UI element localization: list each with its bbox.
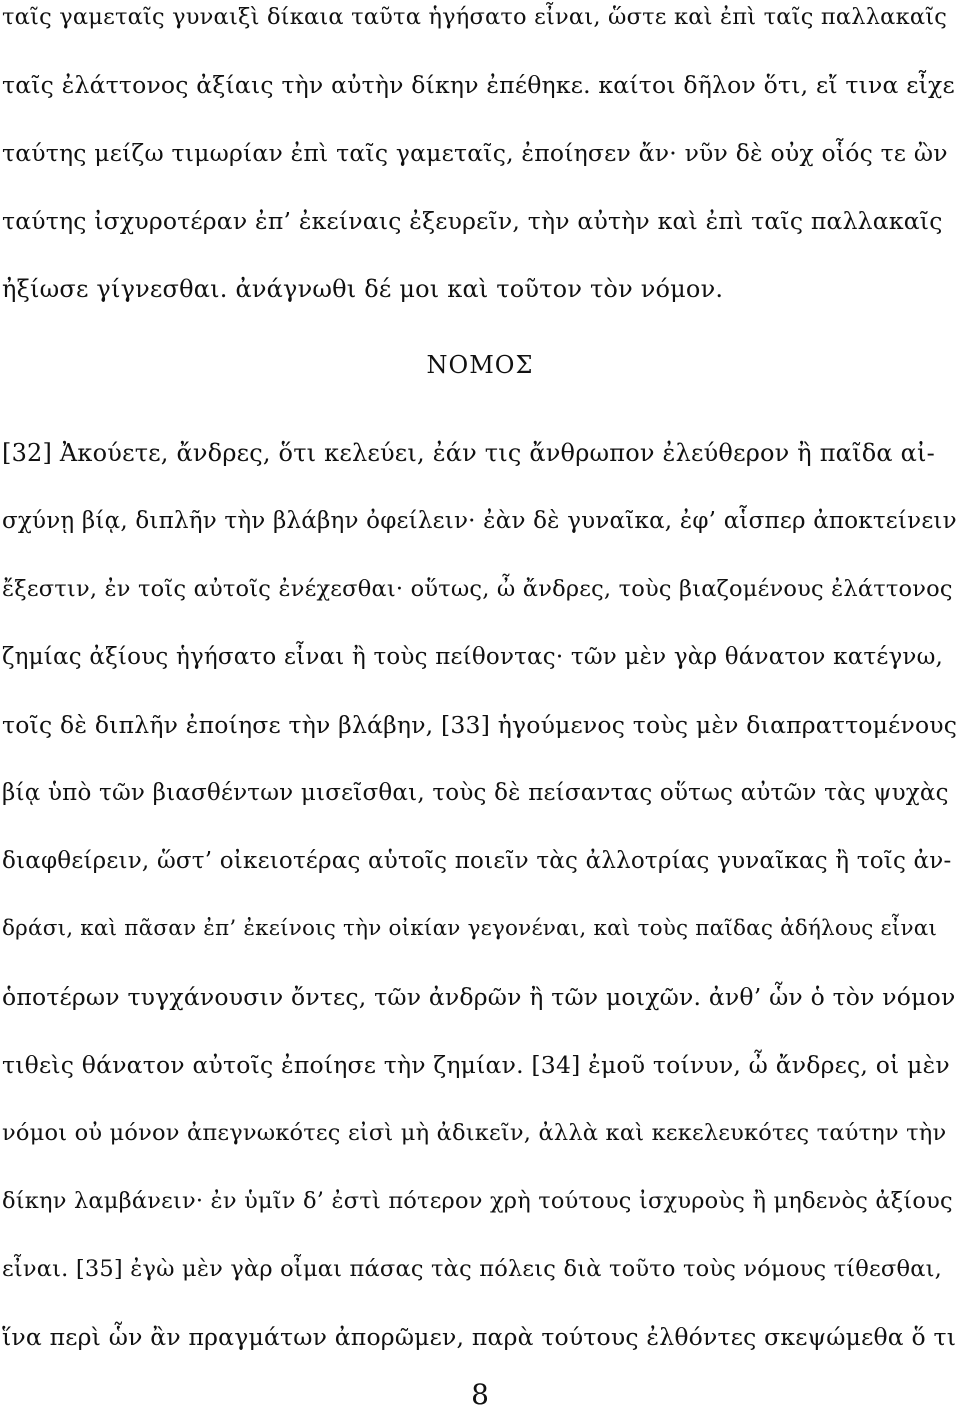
- text-line: τοῖς δὲ διπλῆν ἐποίησε τὴν βλάβην, [33] ἡγούμενος τοὺς μὲν διαπραττομένους: [2, 711, 958, 739]
- section-heading: ΝΟΜΟΣ: [426, 351, 534, 379]
- text-line: ταύτης ἰσχυροτέραν ἐπ’ ἐκείναις ἐξευρεῖν, τὴν αὐτὴν καὶ ἐπὶ ταῖς παλλακαῖς: [2, 207, 943, 235]
- text-line: νόμοι οὐ μόνον ἀπεγνωκότες εἰσὶ μὴ ἀδικεῖν, ἀλλὰ καὶ κεκελευκότες ταύτην τὴν: [2, 1120, 947, 1146]
- text-line: [32] Ἀκούετε, ἄνδρες, ὅτι κελεύει, ἐάν τις ἄνθρωπον ἐλεύθερον ἢ παῖδα αἰ-: [2, 439, 935, 467]
- text-line: ἔξεστιν, ἐν τοῖς αὐτοῖς ἐνέχεσθαι· οὕτως, ὦ ἄνδρες, τοὺς βιαζομένους ἐλάττονος: [2, 576, 953, 602]
- text-line: ὁποτέρων τυγχάνουσιν ὄντες, τῶν ἀνδρῶν ἢ τῶν μοιχῶν. ἀνθ’ ὧν ὁ τὸν νόμον: [2, 983, 956, 1011]
- text-line: ζημίας ἀξίους ἡγήσατο εἶναι ἢ τοὺς πείθοντας· τῶν μὲν γὰρ θάνατον κατέγνω,: [2, 644, 944, 670]
- text-line: ταῖς ἐλάττονος ἀξίαις τὴν αὐτὴν δίκην ἐπέθηκε. καίτοι δῆλον ὅτι, εἴ τινα εἶχε: [2, 71, 955, 99]
- text-line: βίᾳ ὑπὸ τῶν βιασθέντων μισεῖσθαι, τοὺς δὲ πείσαντας οὕτως αὐτῶν τὰς ψυχὰς: [2, 780, 949, 806]
- text-line: δίκην λαμβάνειν· ἐν ὑμῖν δ’ ἐστὶ πότερον χρὴ τούτους ἰσχυροὺς ἢ μηδενὸς ἀξίους: [2, 1188, 953, 1214]
- text-line: δράσι, καὶ πᾶσαν ἐπ’ ἐκείνοις τὴν οἰκίαν γεγονέναι, καὶ τοὺς παῖδας ἀδήλους εἶναι: [2, 916, 938, 941]
- text-line: ταῖς γαμεταῖς γυναιξὶ δίκαια ταῦτα ἡγήσατο εἶναι, ὥστε καὶ ἐπὶ ταῖς παλλακαῖς: [2, 4, 948, 30]
- text-line: ἵνα περὶ ὧν ἂν πραγμάτων ἀπορῶμεν, παρὰ τούτους ἐλθόντες σκεψώμεθα ὅ τι: [2, 1323, 957, 1351]
- text-line: ἠξίωσε γίγνεσθαι. ἀνάγνωθι δέ μοι καὶ τοῦτον τὸν νόμον.: [2, 275, 724, 303]
- text-line: εἶναι. [35] ἐγὼ μὲν γὰρ οἶμαι πάσας τὰς πόλεις διὰ τοῦτο τοὺς νόμους τίθεσθαι,: [2, 1256, 942, 1282]
- text-line: τιθεὶς θάνατον αὐτοῖς ἐποίησε τὴν ζημίαν. [34] ἐμοῦ τοίνυν, ὦ ἄνδρες, οἱ μὲν: [2, 1051, 950, 1079]
- text-line: διαφθείρειν, ὥστ’ οἰκειοτέρας αὑτοῖς ποιεῖν τὰς ἀλλοτρίας γυναῖκας ἢ τοῖς ἀν-: [2, 848, 952, 874]
- page-number: 8: [471, 1378, 489, 1411]
- text-line: ταύτης μείζω τιμωρίαν ἐπὶ ταῖς γαμεταῖς, ἐποίησεν ἄν· νῦν δὲ οὐχ οἷός τε ὢν: [2, 139, 948, 167]
- text-line: σχύνῃ βίᾳ, διπλῆν τὴν βλάβην ὀφείλειν· ἐὰν δὲ γυναῖκα, ἐφ’ αἷσπερ ἀποκτείνειν: [2, 508, 957, 534]
